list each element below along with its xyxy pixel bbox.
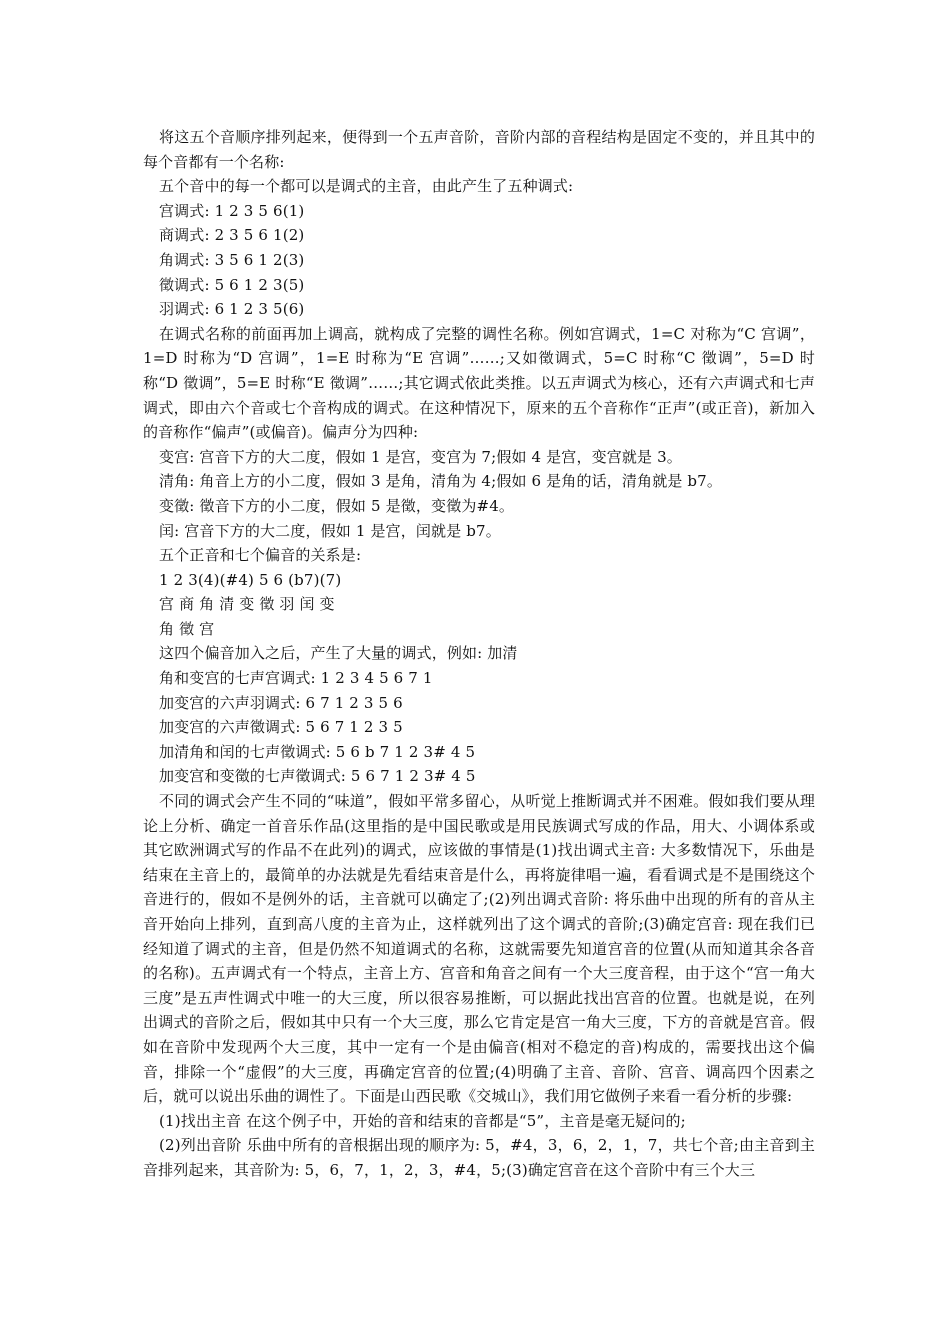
line-biangong: 变宫: 宫音下方的大二度，假如 1 是宫，变宫为 7;假如 4 是宫，变宫就是 3。	[159, 447, 682, 466]
line-yu-mode: 羽调式: 6 1 2 3 5(6)	[159, 300, 305, 319]
line-jue-mode: 角调式: 3 5 6 1 2(3)	[159, 250, 305, 269]
line-six-tone-yu: 加变宫的六声羽调式: 6 7 1 2 3 5 6	[159, 693, 403, 712]
line-relation-intro: 五个正音和七个偏音的关系是:	[159, 546, 362, 565]
line-gong-mode: 宫调式: 1 2 3 5 6(1)	[159, 201, 305, 220]
line-note-names-second-row: 角 徵 宫	[159, 619, 215, 638]
line-seven-tone-gong: 角和变宫的七声宫调式: 1 2 3 4 5 6 7 1	[159, 669, 433, 688]
line-five-modes-intro: 五个音中的每一个都可以是调式的主音，由此产生了五种调式:	[159, 177, 574, 196]
document-body	[143, 125, 815, 1183]
line-seven-tone-zhi-biangong-bianzhi: 加变宫和变徵的七声徵调式: 5 6 7 1 2 3# 4 5	[159, 767, 476, 786]
line-note-names: 宫 商 角 清 变 徵 羽 闰 变	[159, 595, 335, 614]
line-run: 闰: 宫音下方的大二度，假如 1 是宫，闰就是 b7。	[159, 521, 501, 540]
line-qingjue: 清角: 角音上方的小二度，假如 3 是角，清角为 4;假如 6 是角的话，清角就是 b7。	[159, 472, 723, 491]
paragraph-pentatonic-intro: 将这五个音顺序排列起来，便得到一个五声音阶，音阶内部的音程结构是固定不变的，并且其中的每个音都有一个名称:	[143, 128, 815, 171]
line-step-find-tonic: (1)找出主音 在这个例子中，开始的音和结束的音都是“5”，主音是毫无疑问的;	[159, 1111, 686, 1130]
line-zhi-mode: 徵调式: 5 6 1 2 3(5)	[159, 275, 305, 294]
line-six-tone-zhi: 加变宫的六声徵调式: 5 6 7 1 2 3 5	[159, 718, 403, 737]
paragraph-step-scale: (2)列出音阶 乐曲中所有的音根据出现的顺序为: 5，#4，3，6，2，1，7，共七个音;由主音到主音排列起来，其音阶为: 5，6，7，1，2，3，#4，5;(3)确定宫音在这个音阶中有三个大三	[143, 1136, 815, 1179]
paragraph-mode-analysis: 不同的调式会产生不同的“味道”，假如平常多留心，从听觉上推断调式并不困难。假如我们要从理论上分析、确定一首音乐作品(这里指的是中国民歌或是用民族调式写成的作品，用大、小调体系或其它欧洲调式写的作品不在此列)的调式，应该做的事情是(1)找出调式主音: 大多数情况下，乐曲是结束在主音上的，最简单的办法就是先看结束音是什么，再将旋律唱一遍，看看调式是不是围绕这个音进行的，假如不是例外的话，主音就可以确定了;(2)列出调式音阶: 将乐曲中出现的所有的音从主音开始向上排列，直到高八度的主音为止，这样就列出了这个调式的音阶;(3)确定宫音: 现在我们已经知道了调式的主音，但是仍然不知道调式的名称，这就需要先知道宫音的位置(从而知道其余各音的名称)。五声调式有一个特点，主音上方、宫音和角音之间有一个大三度音程，由于这个“宫一角大三度”是五声性调式中唯一的大三度，所以很容易推断，可以据此找出宫音的位置。也就是说，在列出调式的音阶之后，假如其中只有一个大三度，那么它肯定是宫一角大三度，下方的音就是宫音。假如在音阶中发现两个大三度，其中一定有一个是由偏音(相对不稳定的音)构成的，需要找出这个偏音，排除一个“虚假”的大三度，再确定宫音的位置;(4)明确了主音、音阶、宫音、调高四个因素之后，就可以说出乐曲的调性了。下面是山西民歌《交城山》，我们用它做例子来看一看分析的步骤:	[143, 792, 815, 1106]
line-note-numbers: 1 2 3(4)(#4) 5 6 (b7)(7)	[159, 570, 342, 589]
line-seven-tone-zhi-qingjue-run: 加清角和闰的七声徵调式: 5 6 b 7 1 2 3# 4 5	[159, 742, 476, 761]
line-examples-intro: 这四个偏音加入之后，产生了大量的调式，例如: 加清	[159, 644, 518, 663]
paragraph-key-names: 在调式名称的前面再加上调高，就构成了完整的调性名称。例如宫调式，1=C 对称为“C 宫调”，1=D 时称为“D 宫调”，1=E 时称为“E 宫调”……;又如徵调式，5=C 时称“C 徵调”，5=D 时称“D 徵调”，5=E 时称“E 徵调”……;其它调式依此类推。以五声调式为核心，还有六声调式和七声调式，即由六个音或七个音构成的调式。在这种情况下，原来的五个音称作“正声”(或正音)，新加入的音称作“偏声”(或偏音)。偏声分为四种:	[143, 324, 815, 442]
line-bianzhi: 变徵: 徵音下方的小二度，假如 5 是徵，变徵为#4。	[159, 496, 515, 515]
line-shang-mode: 商调式: 2 3 5 6 1(2)	[159, 226, 305, 245]
